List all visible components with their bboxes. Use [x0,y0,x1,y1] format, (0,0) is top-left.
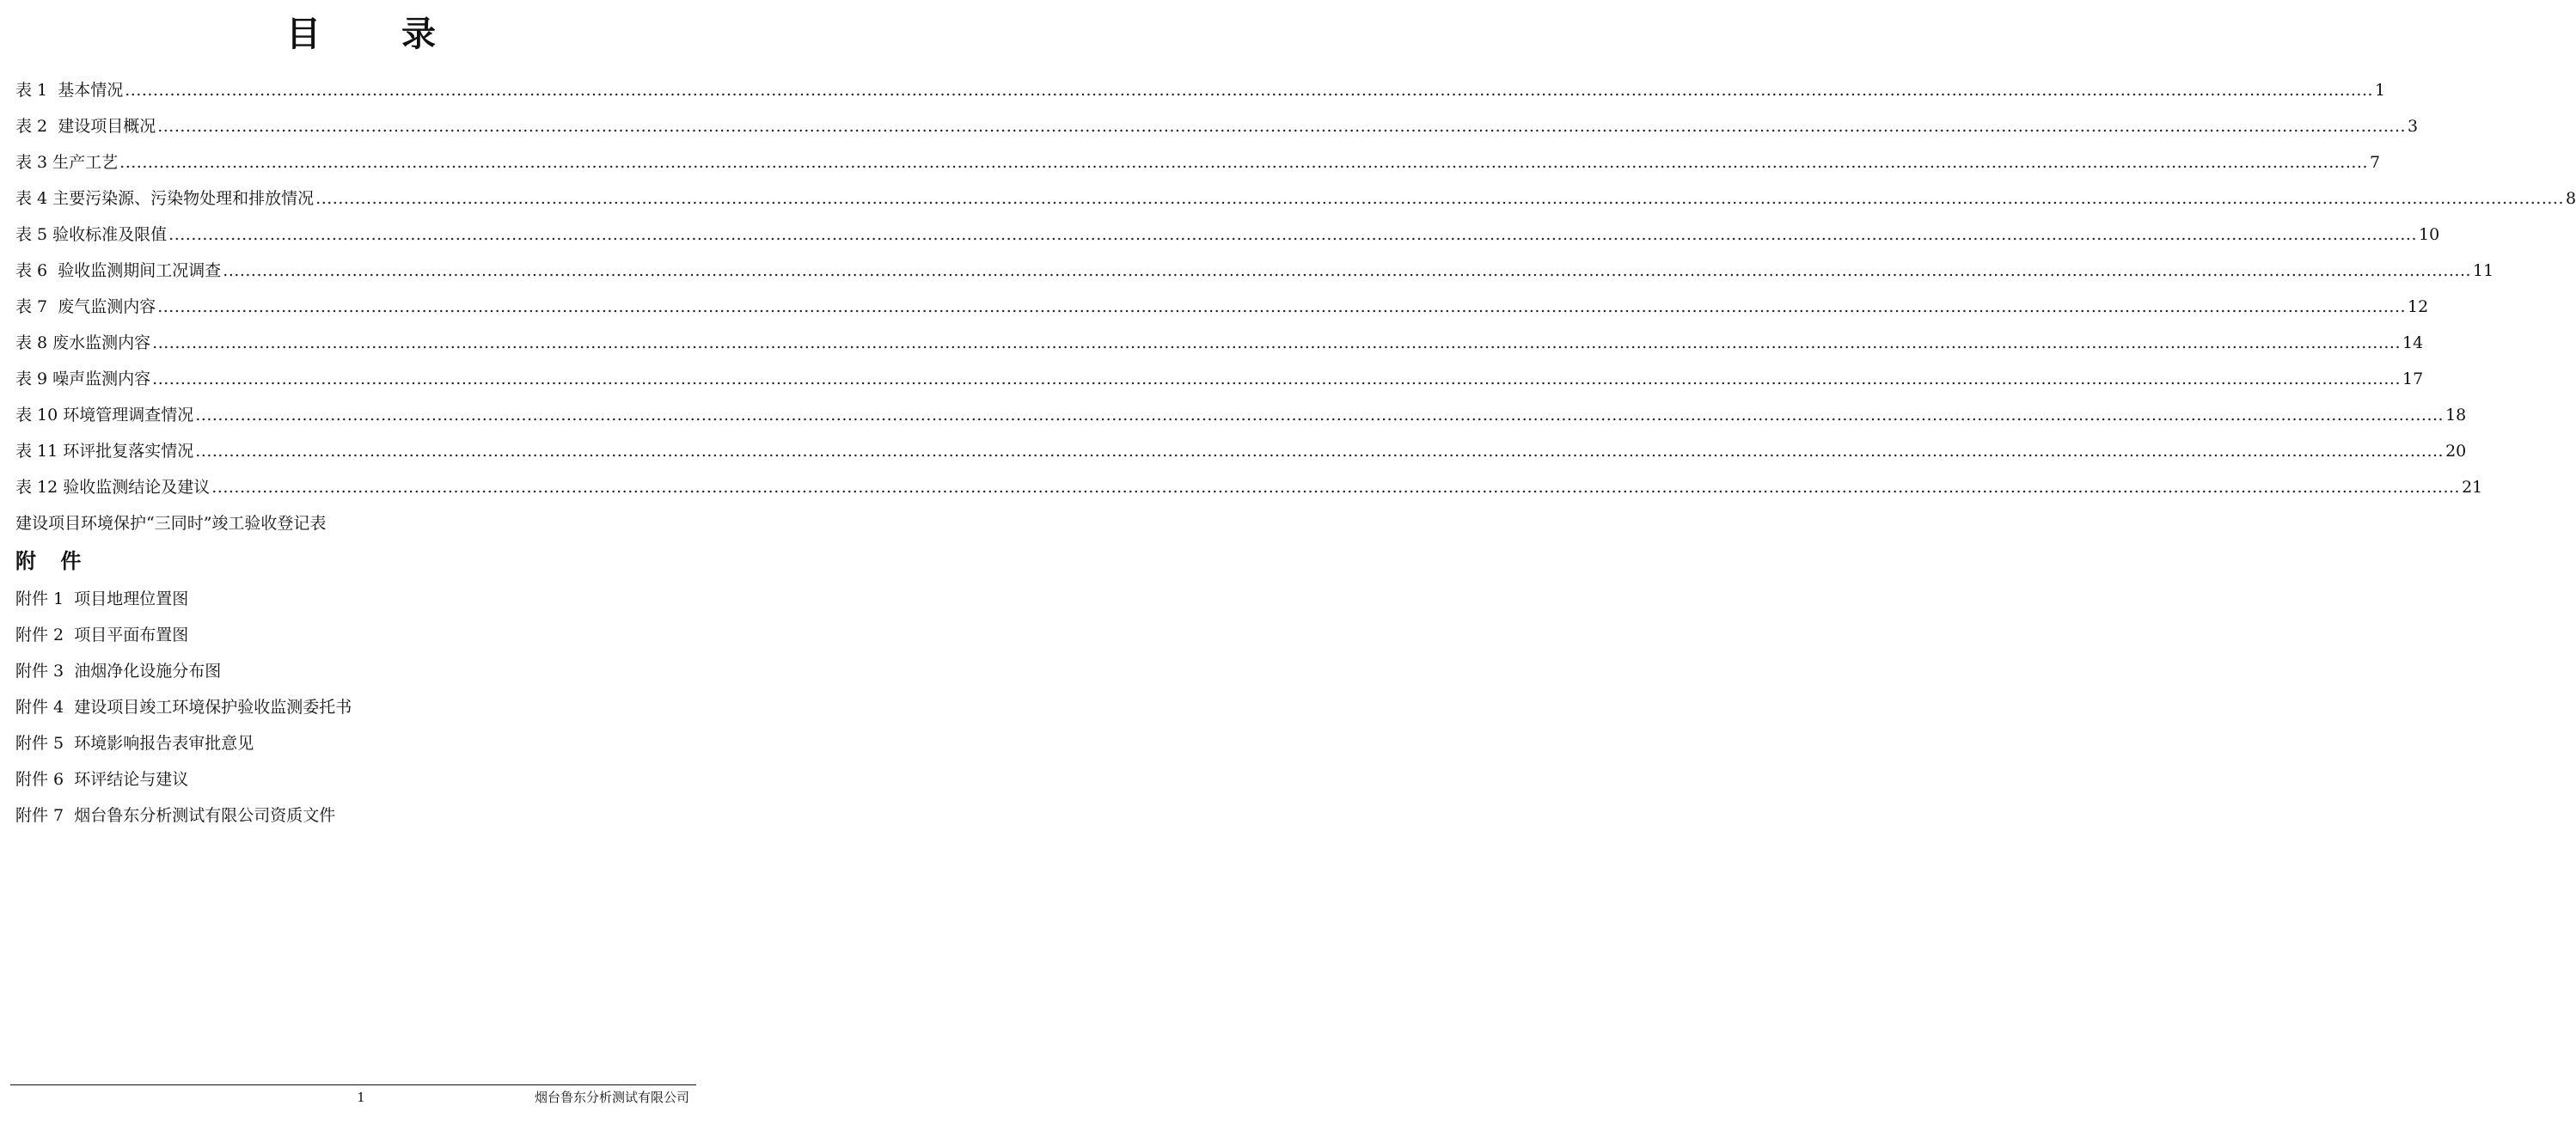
toc-entry-page: 7 [2370,153,2381,172]
toc-entry[interactable] [15,253,2494,289]
toc-entry-label: 表 2 建设项目概况 [15,117,156,136]
table-of-contents [15,72,2576,834]
toc-entry[interactable] [15,180,2576,217]
toc-entry-label: 表 10 环境管理调查情况 [15,406,194,425]
footer-divider [10,1084,696,1085]
toc-entry[interactable] [15,289,2429,325]
attachment-entry[interactable]: 附件 6 环评结论与建议 [15,770,189,789]
toc-entry-page: 14 [2402,333,2424,352]
toc-leader-dots: ................................................................................................................................................................................................................................................................................................................................................................................................................ [315,189,2564,208]
toc-entry-label: 表 8 废水监测内容 [15,333,151,352]
toc-entry[interactable] [15,325,2424,361]
footer-page-number: 1 [357,1090,365,1105]
toc-entry-label: 表 4 主要污染源、污染物处理和排放情况 [15,189,315,208]
toc-entry-label: 表 11 环评批复落实情况 [15,442,194,461]
toc-entry-page: 12 [2408,297,2429,316]
toc-leader-dots: ................................................................................................................................................................................................................................................................................................................................................................................................................ [223,261,2472,280]
toc-leader-dots: ................................................................................................................................................................................................................................................................................................................................................................................................................ [157,117,2407,136]
toc-leader-dots: ................................................................................................................................................................................................................................................................................................................................................................................................................ [125,81,2374,100]
toc-entry[interactable] [15,361,2424,397]
toc-entry-label: 表 12 验收监测结论及建议 [15,478,211,497]
toc-entry-page: 3 [2408,117,2419,136]
toc-entry-label: 表 1 基本情况 [15,81,124,100]
toc-entry-label: 表 9 噪声监测内容 [15,370,151,388]
toc-entry-page: 8 [2566,189,2576,208]
page-title: 目 录 [286,14,470,54]
attachments-heading: 附 件 [15,548,90,573]
toc-entry[interactable] [15,469,2483,505]
toc-entry-page: 10 [2419,225,2440,244]
toc-leader-dots: ................................................................................................................................................................................................................................................................................................................................................................................................................ [152,370,2401,388]
footer-company-name: 烟台鲁东分析测试有限公司 [534,1090,689,1105]
toc-entry-page: 18 [2445,406,2467,425]
toc-entry-page: 1 [2375,81,2386,100]
registration-form-entry[interactable]: 建设项目环境保护“三同时”竣工验收登记表 [15,514,327,533]
toc-entry[interactable] [15,433,2467,469]
toc-entry[interactable] [15,72,2386,108]
toc-leader-dots: ................................................................................................................................................................................................................................................................................................................................................................................................................ [195,442,2444,461]
toc-entry[interactable] [15,217,2440,253]
toc-entry-label: 表 6 验收监测期间工况调查 [15,261,222,280]
attachment-entry[interactable]: 附件 4 建设项目竣工环境保护验收监测委托书 [15,698,352,717]
toc-leader-dots: ................................................................................................................................................................................................................................................................................................................................................................................................................ [195,406,2444,425]
toc-entry-page: 11 [2473,261,2494,280]
toc-leader-dots: ................................................................................................................................................................................................................................................................................................................................................................................................................ [211,478,2461,497]
attachment-entry[interactable]: 附件 3 油烟净化设施分布图 [15,662,222,681]
toc-entry-label: 表 3 生产工艺 [15,153,119,172]
toc-entry-label: 表 5 验收标准及限值 [15,225,168,244]
toc-entry[interactable] [15,108,2419,144]
toc-entry[interactable] [15,397,2467,433]
toc-leader-dots: ................................................................................................................................................................................................................................................................................................................................................................................................................ [152,333,2401,352]
toc-leader-dots: ................................................................................................................................................................................................................................................................................................................................................................................................................ [168,225,2417,244]
toc-entry-page: 17 [2402,370,2424,388]
toc-leader-dots: ................................................................................................................................................................................................................................................................................................................................................................................................................ [157,297,2407,316]
attachment-entry[interactable]: 附件 2 项目平面布置图 [15,626,189,644]
attachment-entry[interactable]: 附件 7 烟台鲁东分析测试有限公司资质文件 [15,806,336,825]
toc-entry-label: 表 7 废气监测内容 [15,297,156,316]
toc-entry-page: 20 [2445,442,2467,461]
toc-entry-page: 21 [2462,478,2483,497]
attachment-entry[interactable]: 附件 5 环境影响报告表审批意见 [15,734,254,753]
attachment-entry[interactable]: 附件 1 项目地理位置图 [15,589,189,608]
toc-leader-dots: ................................................................................................................................................................................................................................................................................................................................................................................................................ [119,153,2368,172]
toc-entry[interactable] [15,144,2381,180]
